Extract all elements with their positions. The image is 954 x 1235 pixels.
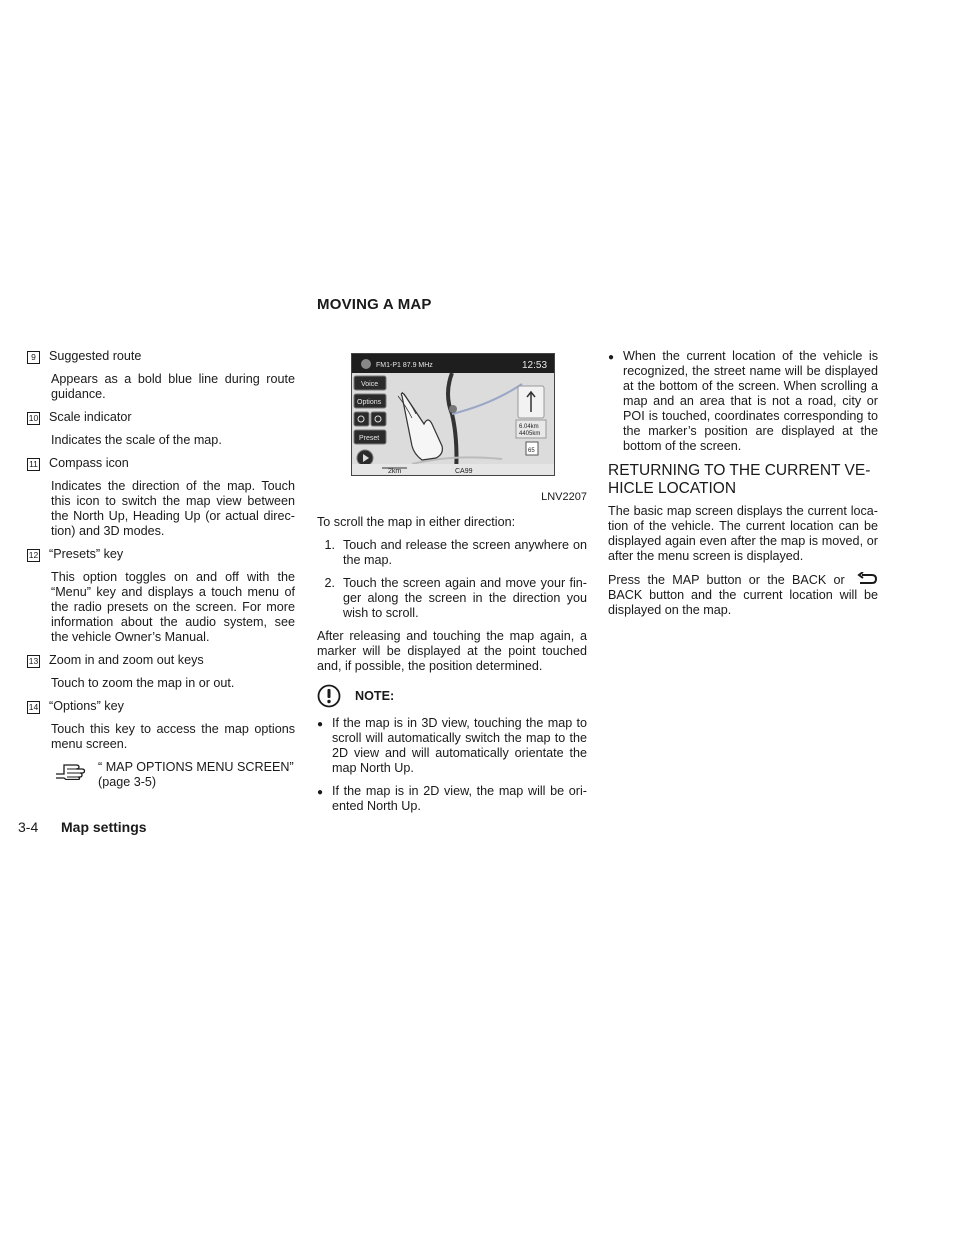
distance-text: 6.04km	[519, 424, 539, 430]
distance2-text: 4405km	[519, 431, 541, 437]
item-label: “Presets” key	[49, 547, 124, 561]
item-list	[27, 349, 295, 798]
list-item	[317, 576, 587, 621]
map-screen-figure	[351, 353, 555, 476]
step-number: 2.	[324, 576, 335, 590]
note-heading	[317, 684, 587, 708]
bullet-dot-icon: ●	[317, 719, 324, 730]
figure-code: LNV2207	[541, 491, 587, 503]
list-item	[317, 538, 587, 568]
right-bullet-text: When the current location of the vehicle is recognized, the street name will be displayed at the bottom of the screen. When scrolling a map and an area that is not a road, city or POI is touched, coordinates corresponding to the marker’s position are displayed at the bottom of the screen.	[623, 349, 878, 453]
reference-text: “ MAP OPTIONS MENU SCREEN” (page 3-5)	[98, 760, 294, 789]
item-description: Touch this key to access the map options menu screen.	[51, 722, 295, 751]
item-label: Compass icon	[49, 456, 129, 470]
road-name-text: CA99	[455, 468, 473, 475]
map-illustration	[352, 354, 554, 475]
returning-para2	[608, 572, 878, 618]
list-item	[608, 349, 878, 454]
item-label: “Options” key	[49, 699, 124, 713]
after-text: After releasing and touching the map again, a marker will be displayed at the point touched and, if possible, the position determined.	[317, 629, 587, 673]
returning-para2-a: Press the MAP button or the BACK or	[608, 573, 845, 587]
item-number: 14	[28, 702, 39, 712]
note-bullet-text: If the map is in 2D view, the map will be ori- ented North Up.	[332, 784, 587, 813]
right-column	[608, 349, 878, 626]
list-item	[27, 349, 295, 364]
page-reference-icon	[54, 760, 88, 790]
clock-text: 12:53	[522, 360, 548, 371]
bullet-dot-icon: ●	[608, 352, 615, 363]
item-label: Scale indicator	[49, 410, 132, 424]
item-description: Indicates the direction of the map. Touch this icon to switch the map view between the North Up, Heading Up (or actual direc- tion) and 3D modes.	[51, 479, 295, 538]
returning-heading: RETURNING TO THE CURRENT VE- HICLE LOCATION	[608, 462, 871, 497]
item-description: This option toggles on and off with the “Menu” key and displays a touch menu of the radio presets on the screen. For more information about the audio system, see the vehicle Owner’s Manual.	[51, 570, 295, 644]
item-description: Indicates the scale of the map.	[51, 433, 222, 447]
item-description: Touch to zoom the map in or out.	[51, 676, 235, 690]
list-item	[317, 716, 587, 776]
item-number: 12	[28, 550, 39, 560]
bullet-dot-icon: ●	[317, 787, 324, 798]
item-number: 10	[28, 413, 39, 423]
chapter-label: Map settings	[61, 819, 147, 835]
list-item	[27, 410, 295, 425]
step-text: Touch and release the screen anywhere on the map.	[343, 538, 587, 567]
center-column	[317, 353, 587, 822]
item-description: Appears as a bold blue line during route guidance.	[51, 372, 295, 401]
item-number: 11	[27, 458, 40, 471]
page-reference[interactable]	[54, 760, 295, 790]
returning-para2-b: BACK button and the current location will be displayed on the map.	[608, 588, 878, 617]
scroll-intro: To scroll the map in either direction:	[317, 515, 516, 529]
radio-station-text: FM1-P1 87.9 MHz	[376, 362, 433, 369]
item-number: 13	[28, 656, 39, 666]
note-bullet-text: If the map is in 3D view, touching the map to scroll will automatically switch the map to the 2D view and will automatically orientate the map North Up.	[332, 716, 587, 775]
preset-button-label: Preset	[359, 435, 380, 442]
options-button-label: Options	[357, 399, 382, 406]
scale-text: 2km	[388, 468, 402, 475]
list-item	[27, 456, 295, 471]
list-item	[27, 547, 295, 562]
shield-text: 65	[528, 448, 535, 454]
returning-para1: The basic map screen displays the current loca- tion of the vehicle. The current location can be displayed again even after the map is moved, or after the menu screen is displayed.	[608, 504, 878, 563]
item-label: Suggested route	[49, 349, 142, 363]
item-number: 9	[27, 351, 40, 364]
step-text: Touch the screen again and move your fin- ger along the screen in the direction you wish to scroll.	[343, 576, 587, 620]
list-item	[27, 699, 295, 714]
list-item	[317, 784, 587, 814]
page-number: 3-4	[18, 819, 39, 835]
section-title: MOVING A MAP	[317, 296, 432, 313]
note-title: NOTE:	[355, 688, 395, 703]
steps-list	[317, 538, 587, 621]
item-label: Zoom in and zoom out keys	[49, 653, 204, 667]
list-item	[27, 653, 295, 668]
caution-icon	[317, 684, 341, 708]
voice-button-label: Voice	[361, 381, 379, 388]
step-number: 1.	[324, 538, 335, 552]
back-arrow-icon	[856, 572, 878, 586]
